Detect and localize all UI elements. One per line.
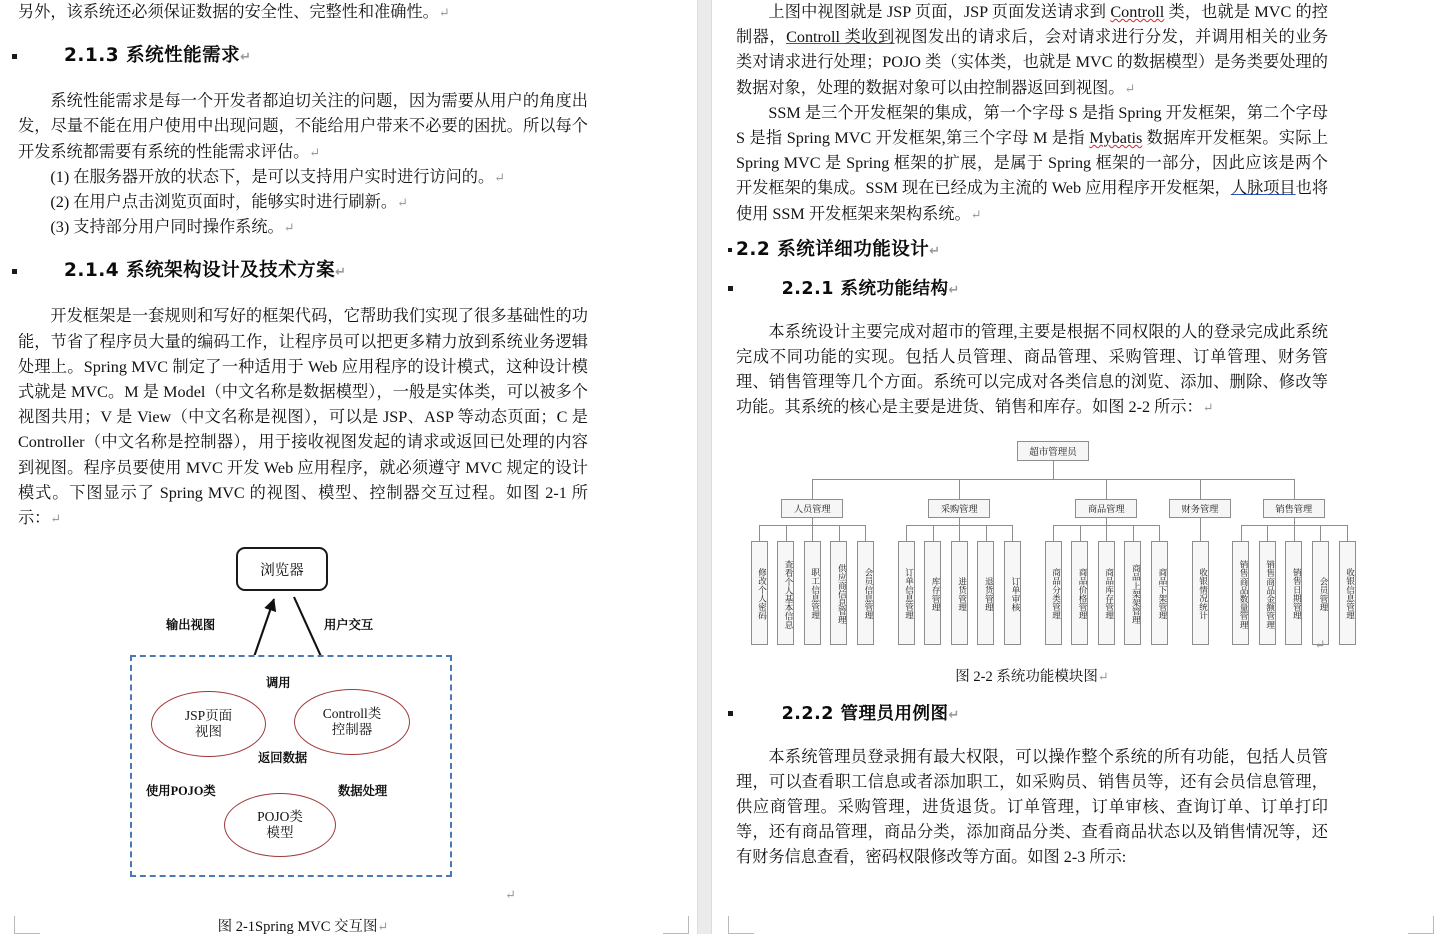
org-connector [1159, 525, 1160, 541]
org-connector [1294, 518, 1295, 525]
org-leaf-node: 订单审核 [1004, 541, 1021, 645]
org-connector [812, 479, 1294, 480]
org-connector [1106, 479, 1107, 499]
org-leaf-node: 库存管理 [924, 541, 941, 645]
org-connector [1241, 525, 1242, 541]
org-leaf-node: 订单信息管理 [898, 541, 915, 645]
figure-system-function-module-chart [745, 431, 1356, 661]
heading-2-1-4: 2.1.4 系统架构设计及技术方案↵ [12, 256, 588, 282]
org-connector [1106, 525, 1107, 541]
bullet-square-icon [12, 269, 17, 274]
org-connector [986, 525, 987, 541]
org-connector [933, 525, 934, 541]
mvc-node-browser: 浏览器 [236, 547, 328, 591]
org-connector [1053, 525, 1054, 541]
org-connector [906, 525, 907, 541]
heading-2-1-3: 2.1.3 系统性能需求↵ [12, 41, 588, 67]
mvc-label-user-interaction: 用户交互 [324, 618, 374, 633]
org-connector [959, 479, 960, 499]
mvc-label-use-pojo: 使用POJO类 [146, 784, 216, 799]
org-connector [759, 525, 760, 541]
org-leaf-node: 修改个人密码 [751, 541, 768, 645]
crop-mark-bottom-right [1408, 916, 1434, 934]
figure-spring-mvc-diagram [108, 543, 498, 893]
mvc-node-pojo-model: POJO类 模型 [224, 793, 336, 857]
page-right [712, 0, 1448, 934]
heading-2-2-2: 2.2.2 管理员用例图↵ [728, 700, 1328, 725]
org-connector [959, 525, 960, 541]
org-leaf-node: 退货管理 [977, 541, 994, 645]
org-leaf-node: 销售商品金额管理 [1259, 541, 1276, 645]
org-leaf-node: 销售日期管理 [1285, 541, 1302, 645]
org-leaf-node: 销售商品数量管理 [1232, 541, 1249, 645]
org-connector [1267, 525, 1268, 541]
org-branch-node: 商品管理 [1075, 499, 1137, 518]
bullet-square-icon [728, 286, 733, 291]
org-leaf-node: 商品下架管理 [1151, 541, 1168, 645]
paragraph-mark: ↵ [1314, 636, 1326, 652]
list-item-3: (3) 支持部分用户同时操作系统。↵ [50, 218, 295, 237]
bullet-square-icon [12, 54, 17, 59]
org-leaf-node: 收银信息管理 [1339, 541, 1356, 645]
org-leaf-node: 商品库存管理 [1098, 541, 1115, 645]
figure-caption-2-2: 图 2-2 系统功能模块图↵ [955, 668, 1109, 685]
page-left [0, 0, 697, 934]
bullet-square-icon [728, 711, 733, 716]
org-leaf-node: 商品分类管理 [1045, 541, 1062, 645]
page-gutter [697, 0, 712, 934]
org-leaf-node: 会员管理 [1312, 541, 1329, 645]
org-leaf-node: 职工信息管理 [804, 541, 821, 645]
org-connector [812, 479, 813, 499]
crop-mark-bottom-left [728, 916, 754, 934]
org-leaf-node: 会员信息管理 [857, 541, 874, 645]
mvc-label-data-process: 数据处理 [338, 784, 388, 799]
org-branch-node: 销售管理 [1263, 499, 1325, 518]
org-connector [812, 518, 813, 525]
left-top-line: 另外，该系统还必须保证数据的安全性、完整性和准确性。↵ [18, 3, 450, 21]
org-connector [1106, 518, 1107, 525]
org-branch-node: 人员管理 [781, 499, 843, 518]
org-connector [1200, 525, 1201, 541]
org-connector [1012, 525, 1013, 541]
org-leaf-node: 查看个人基本信息 [777, 541, 794, 645]
list-item-2: (2) 在用户点击浏览页面时，能够实时进行刷新。↵ [50, 193, 408, 212]
mvc-node-controller: Controll类 控制器 [294, 689, 410, 755]
crop-mark-bottom-right [663, 916, 689, 934]
mvc-node-jsp-view: JSP页面 视图 [151, 691, 266, 757]
org-leaf-node: 商品上架架管理 [1124, 541, 1141, 645]
paragraph-ssm: SSM 是三个开发框架的集成，第一个字母 S 是指 Spring 开发框架，第二个字母 S 是指 Spring MVC 开发框架,第三个字母 M 是指 Mybatis 数据库开发框架。实际上 Spring MVC 是 Spring 框架的扩展，是属于 Spring 框架的一部分，因此应该是两个开发框架的集成。SSM 现在已经成为主流的 Web 应用程序开发框架，人脉项目也将使用 SSM 开发框架来架构系统。↵ [736, 103, 1329, 223]
paragraph-2-1-3: 系统性能需求是每一个开发者都迫切关注的问题，因为需要从用户的角度出发，尽量不能在用户使用中出现问题，不能给用户带来不必要的困扰。所以每个开发系统都需要有系统的性能需求评估。↵ [18, 92, 588, 161]
org-connector [1294, 479, 1295, 499]
bullet-square-icon [728, 248, 732, 252]
paragraph-2-1-4: 开发框架是一套规则和写好的框架代码，它帮助我们实现了很多基础性的功能，节省了程序员大量的编码工作，让程序员可以把更多精力放到系统业务逻辑处理上。Spring MVC 制定了一种适用于 Web 应用程序的设计模式，这种设计模式就是 MVC。M 是 Model（中文名称是数据模型），一般是实体类，可以被多个视图共用；V 是 View（中文名称是视图），可以是 JSP、ASP 等动态页面；C 是 Controller（中文名称是控制器），用于接收视图发起的请求或返回已处理的内容到视图。程序员要使用 MVC 开发 Web 应用程序，就必须遵守 MVC 规定的设计模式。下图显示了 Spring MVC 的视图、模型、控制器交互过程。如图 2-1 所示：↵ [18, 307, 588, 528]
paragraph-2-2-1: 本系统设计主要完成对超市的管理,主要是根据不同权限的人的登录完成此系统完成不同功能的实现。包括人员管理、商品管理、采购管理、订单管理、财务管理、销售管理等几个方面。系统可以完成对各类信息的浏览、添加、删除、修改等功能。其系统的核心是主要是进货、销售和库存。如图 2-2 所示：↵ [736, 322, 1328, 417]
paragraph-mvc-explain: 上图中视图就是 JSP 页面，JSP 页面发送请求到 Controll 类，也就是 MVC 的控制器，Controll 类收到视图发出的请求后，会对请求进行分发，并调用相关的业务类对请求进行处理；POJO 类（实体类，也就是 MVC 的数据模型）是务类要处理的数据对象，处理的数据对象可以由控制器返回到视图。↵ [736, 3, 1329, 97]
heading-2-2-1: 2.2.1 系统功能结构↵ [728, 275, 1328, 300]
org-connector [1080, 525, 1081, 541]
figure-caption-2-1: 图 2-1Spring MVC 交互图↵ [217, 919, 389, 934]
org-connector [839, 525, 840, 541]
org-branch-node: 财务管理 [1169, 499, 1231, 518]
org-leaf-node: 供应商信息管理 [830, 541, 847, 645]
org-leaf-node: 进货管理 [951, 541, 968, 645]
org-connector [786, 525, 787, 541]
org-connector [1294, 525, 1295, 541]
org-connector [1133, 525, 1134, 541]
org-connector [1320, 525, 1321, 541]
org-root-node: 超市管理员 [1017, 441, 1089, 461]
org-connector [865, 525, 866, 541]
mvc-label-return-data: 返回数据 [258, 751, 308, 766]
org-connector [1200, 479, 1201, 499]
org-connector [1347, 525, 1348, 541]
org-connector [812, 525, 813, 541]
paragraph-2-2-2: 本系统管理员登录拥有最大权限，可以操作整个系统的所有功能，包括人员管理，可以查看职工信息或者添加职工，如采购员、销售员等，还有会员信息管理，供应商管理。采购管理，进货退货。订单管理，订单审核、查询订单、订单打印等，还有商品管理，商品分类，添加商品分类、查看商品状态以及销售情况等，还有财务信息查看，密码权限修改等方面。如图 2-3 所示: [736, 747, 1328, 867]
org-connector [959, 518, 960, 525]
org-leaf-node: 收银情况统计 [1192, 541, 1209, 645]
org-branch-node: 采购管理 [928, 499, 990, 518]
org-connector [1200, 518, 1201, 525]
mvc-label-output-view: 输出视图 [166, 618, 216, 633]
paragraph-mark: ↵ [505, 887, 516, 903]
org-connector [1053, 461, 1054, 479]
heading-2-2: 2.2 系统详细功能设计↵ [728, 235, 1328, 261]
mvc-label-call: 调用 [266, 676, 291, 691]
org-leaf-node: 商品价格管理 [1071, 541, 1088, 645]
list-item-1: (1) 在服务器开放的状态下，是可以支持用户实时进行访问的。↵ [50, 167, 506, 186]
